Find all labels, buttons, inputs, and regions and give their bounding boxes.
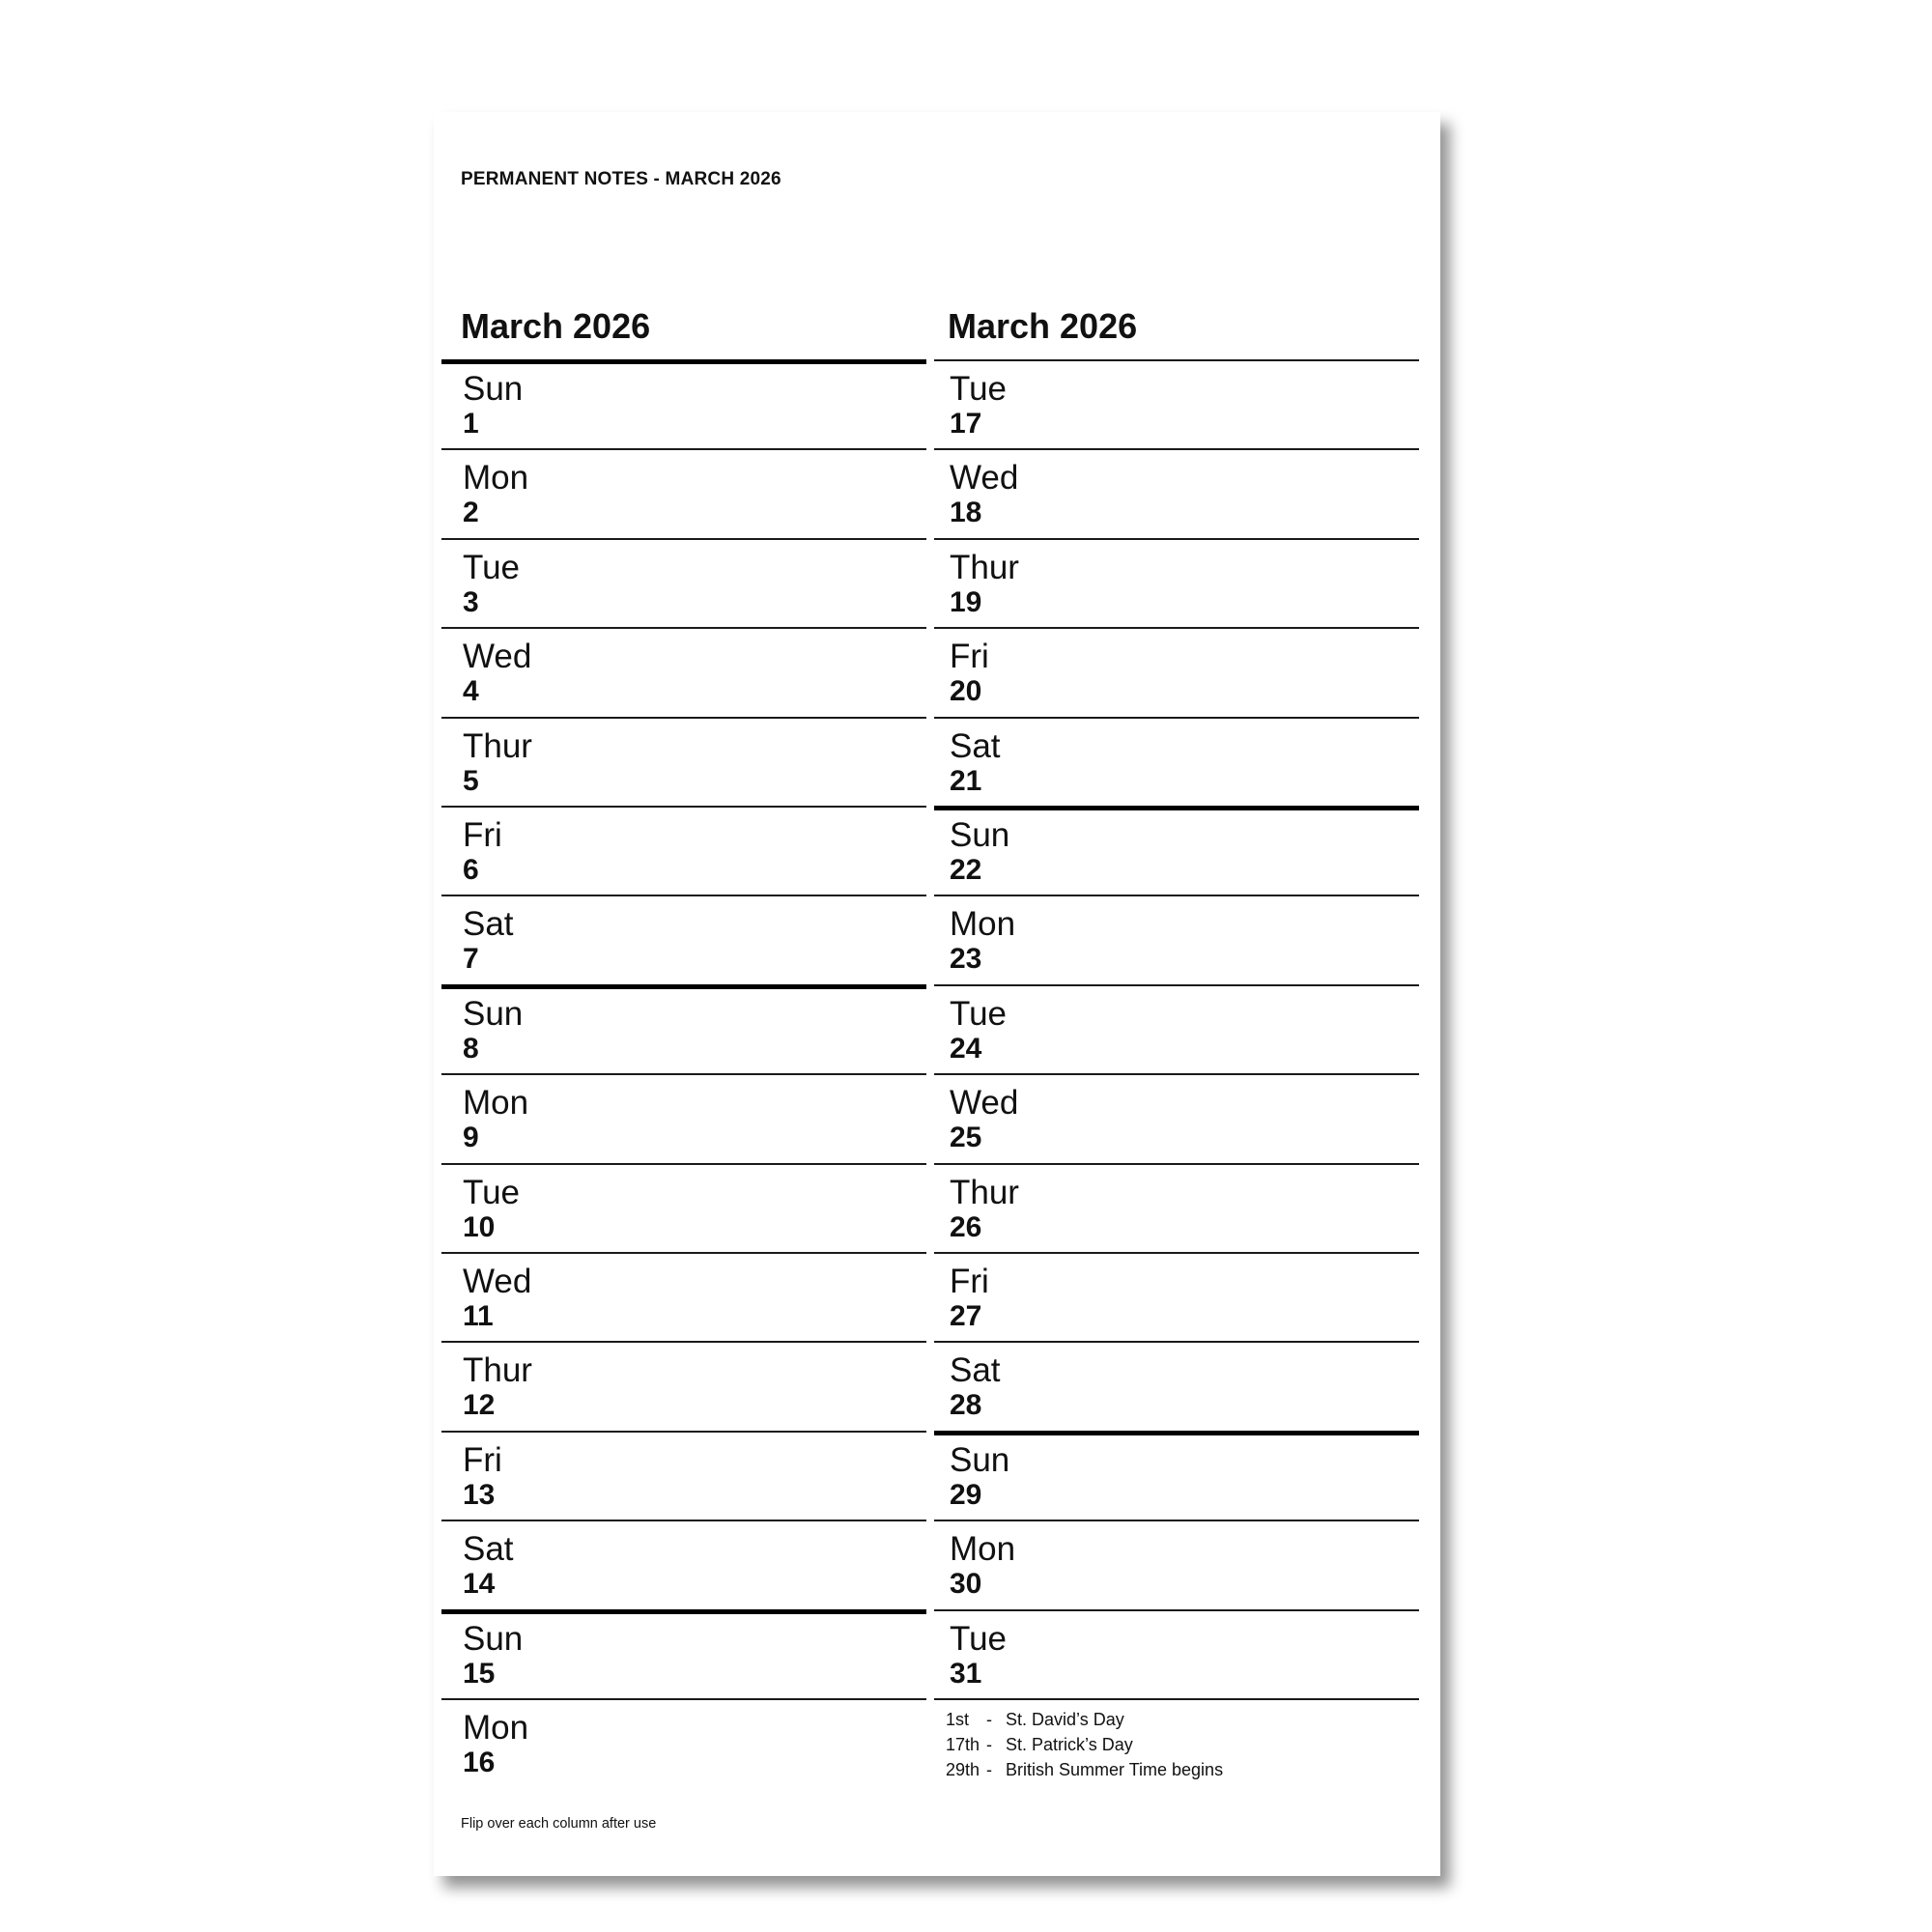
row-divider (441, 984, 926, 989)
day-name: Sun (463, 994, 524, 1033)
day-number: 4 (463, 675, 479, 708)
day-number: 12 (463, 1389, 496, 1422)
column-2-title: March 2026 (948, 306, 1138, 346)
row-divider (441, 627, 926, 629)
row-divider (934, 1431, 1419, 1435)
row-divider (934, 1073, 1419, 1075)
column-1-title: March 2026 (461, 306, 651, 346)
day-name: Sun (463, 370, 524, 408)
day-name: Mon (463, 1709, 529, 1747)
day-number: 29 (950, 1478, 982, 1511)
day-number: 23 (950, 943, 982, 976)
holiday-separator: - (986, 1735, 992, 1754)
row-divider (441, 1520, 926, 1521)
day-name: Sun (463, 1619, 524, 1658)
day-number: 1 (463, 408, 479, 440)
day-number: 9 (463, 1122, 479, 1154)
row-divider (934, 895, 1419, 896)
row-divider (934, 627, 1419, 629)
day-number: 13 (463, 1478, 496, 1511)
row-divider (934, 1609, 1419, 1611)
day-number: 30 (950, 1568, 982, 1601)
day-number: 2 (463, 497, 479, 529)
holiday-separator: - (986, 1710, 992, 1729)
row-divider (934, 1520, 1419, 1521)
day-name: Sat (463, 1530, 514, 1569)
holiday-separator: - (986, 1760, 992, 1779)
day-name: Tue (463, 548, 521, 586)
day-name: Thur (950, 1173, 1019, 1211)
day-name: Sun (950, 1440, 1010, 1479)
footer-note: Flip over each column after use (461, 1816, 657, 1832)
day-name: Wed (463, 1263, 532, 1300)
day-number: 6 (463, 854, 479, 886)
day-number: 16 (463, 1747, 496, 1778)
row-divider (441, 1252, 926, 1254)
row-divider (934, 1698, 1419, 1700)
day-number: 5 (463, 764, 479, 797)
day-name: Wed (950, 459, 1019, 497)
holiday-date: 29th (946, 1760, 980, 1779)
row-divider (441, 448, 926, 450)
day-number: 18 (950, 497, 982, 529)
day-name: Fri (950, 1263, 989, 1300)
day-number: 24 (950, 1032, 982, 1065)
row-divider (934, 1252, 1419, 1254)
day-number: 7 (463, 943, 479, 976)
holiday-item (946, 1710, 1124, 1730)
row-divider (441, 1698, 926, 1700)
row-divider (441, 717, 926, 719)
row-divider (934, 1341, 1419, 1343)
row-divider (441, 895, 926, 896)
day-number: 20 (950, 675, 982, 708)
row-divider (934, 717, 1419, 719)
row-divider (934, 1163, 1419, 1165)
day-name: Wed (463, 638, 532, 676)
day-name: Wed (950, 1084, 1019, 1122)
day-name: Sat (463, 905, 514, 944)
day-name: Mon (463, 459, 529, 497)
day-number: 28 (950, 1389, 982, 1422)
day-name: Fri (463, 1440, 502, 1479)
day-name: Fri (463, 816, 502, 854)
row-divider (441, 1609, 926, 1614)
row-divider (441, 806, 926, 808)
day-number: 8 (463, 1032, 479, 1065)
row-divider (441, 359, 926, 364)
day-name: Thur (463, 1351, 532, 1390)
day-number: 26 (950, 1210, 982, 1243)
day-number: 15 (463, 1657, 496, 1690)
permanent-notes-title: PERMANENT NOTES - MARCH 2026 (461, 169, 781, 189)
day-name: Tue (463, 1173, 521, 1211)
row-divider (934, 984, 1419, 986)
day-number: 11 (463, 1300, 494, 1332)
row-divider (441, 1341, 926, 1343)
day-number: 10 (463, 1210, 496, 1243)
day-name: Mon (950, 1530, 1016, 1569)
holiday-item (946, 1760, 1223, 1780)
day-name: Tue (950, 1619, 1008, 1658)
day-name: Thur (463, 726, 532, 765)
day-name: Mon (463, 1084, 529, 1122)
day-name: Tue (950, 370, 1008, 408)
row-divider (934, 806, 1419, 810)
day-name: Tue (950, 994, 1008, 1033)
row-divider (934, 448, 1419, 450)
row-divider (441, 1163, 926, 1165)
row-divider (934, 359, 1419, 361)
holiday-date: 1st (946, 1710, 970, 1729)
day-number: 17 (950, 408, 982, 440)
day-name: Sun (950, 816, 1010, 854)
row-divider (441, 538, 926, 540)
day-number: 22 (950, 854, 982, 886)
day-number: 27 (950, 1300, 982, 1332)
holiday-name: St. Patrick’s Day (1006, 1735, 1133, 1754)
day-name: Sat (950, 726, 1001, 765)
day-number: 3 (463, 585, 479, 618)
day-number: 25 (950, 1122, 982, 1154)
day-name: Fri (950, 638, 989, 676)
day-number: 31 (950, 1657, 982, 1690)
day-name: Sat (950, 1351, 1001, 1390)
row-divider (441, 1073, 926, 1075)
day-number: 21 (950, 764, 982, 797)
holiday-item (946, 1735, 1133, 1755)
row-divider (934, 538, 1419, 540)
day-name: Thur (950, 548, 1019, 586)
day-name: Mon (950, 905, 1016, 944)
holiday-date: 17th (946, 1735, 980, 1754)
holiday-name: St. David’s Day (1006, 1710, 1124, 1729)
day-number: 14 (463, 1568, 496, 1601)
holiday-name: British Summer Time begins (1006, 1760, 1224, 1779)
day-number: 19 (950, 585, 982, 618)
row-divider (441, 1431, 926, 1433)
